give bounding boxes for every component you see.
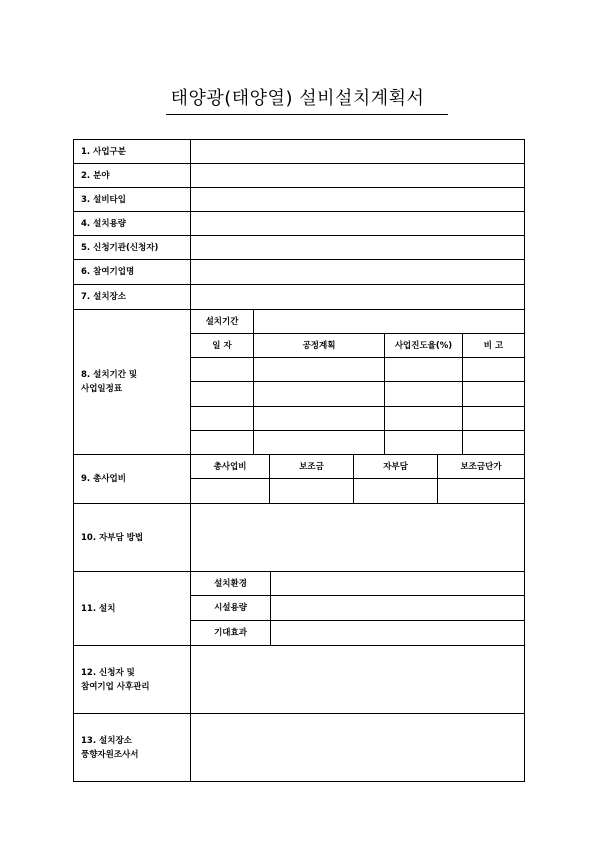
field-install-capacity[interactable] xyxy=(271,596,524,621)
schedule-cell[interactable] xyxy=(191,382,254,407)
field-applicant[interactable] xyxy=(191,236,524,260)
row-label-self-pay-method: 10. 자부담 방법 xyxy=(74,504,191,572)
schedule-cell[interactable] xyxy=(385,382,463,407)
schedule-cell[interactable] xyxy=(385,358,463,382)
row-label-applicant: 5. 신청기관(신청자) xyxy=(74,236,191,260)
field-expected-effect[interactable] xyxy=(271,621,524,646)
schedule-cell[interactable] xyxy=(385,407,463,431)
schedule-cell[interactable] xyxy=(463,358,524,382)
title-underline xyxy=(166,114,448,115)
schedule-cell[interactable] xyxy=(463,382,524,407)
row-label-aftercare: 12. 신청자 및 참여기업 사후관리 xyxy=(74,646,191,714)
cost-cell[interactable] xyxy=(270,479,354,504)
install-label-environment: 설치환경 xyxy=(191,572,271,596)
field-self-pay-method[interactable] xyxy=(191,504,524,572)
schedule-header-progress: 사업진도율(%) xyxy=(385,334,463,358)
row-label-wind-survey: 13. 설치장소 풍향자원조사서 xyxy=(74,714,191,781)
row-label-company: 6. 참여기업명 xyxy=(74,260,191,285)
field-business-type[interactable] xyxy=(191,140,524,164)
schedule-header-date: 일 자 xyxy=(191,334,254,358)
cost-header-unit-subsidy: 보조금단가 xyxy=(438,455,524,479)
field-capacity[interactable] xyxy=(191,212,524,236)
row-label-equipment-type: 3. 설비타입 xyxy=(74,188,191,212)
install-label-capacity: 시설용량 xyxy=(191,596,271,621)
field-company[interactable] xyxy=(191,260,524,285)
schedule-cell[interactable] xyxy=(254,382,385,407)
row-label-total-cost: 9. 총사업비 xyxy=(74,455,191,504)
install-label-expected-effect: 기대효과 xyxy=(191,621,271,646)
schedule-cell[interactable] xyxy=(463,407,524,431)
field-wind-survey[interactable] xyxy=(191,714,524,781)
schedule-cell[interactable] xyxy=(385,431,463,455)
schedule-cell[interactable] xyxy=(191,431,254,455)
row-label-business-type: 1. 사업구분 xyxy=(74,140,191,164)
cost-header-subsidy: 보조금 xyxy=(270,455,354,479)
schedule-cell[interactable] xyxy=(254,431,385,455)
field-install-period[interactable] xyxy=(254,310,524,334)
field-location[interactable] xyxy=(191,285,524,310)
row-label-location: 7. 설치장소 xyxy=(74,285,191,310)
schedule-cell[interactable] xyxy=(191,407,254,431)
row-label-schedule: 8. 설치기간 및 사업일정표 xyxy=(74,310,191,455)
row-label-field: 2. 분야 xyxy=(74,164,191,188)
schedule-header-remarks: 비 고 xyxy=(463,334,524,358)
field-equipment-type[interactable] xyxy=(191,188,524,212)
cost-header-self-pay: 자부담 xyxy=(354,455,438,479)
field-field[interactable] xyxy=(191,164,524,188)
field-aftercare[interactable] xyxy=(191,646,524,714)
schedule-cell[interactable] xyxy=(463,431,524,455)
schedule-cell[interactable] xyxy=(254,407,385,431)
row-label-installation: 11. 설치 xyxy=(74,572,191,646)
row-label-capacity: 4. 설치용량 xyxy=(74,212,191,236)
cost-cell[interactable] xyxy=(191,479,270,504)
schedule-cell[interactable] xyxy=(191,358,254,382)
cost-cell[interactable] xyxy=(438,479,524,504)
plan-form-table xyxy=(73,139,525,782)
field-install-environment[interactable] xyxy=(271,572,524,596)
schedule-header-process: 공정계획 xyxy=(254,334,385,358)
cost-header-total: 총사업비 xyxy=(191,455,270,479)
schedule-period-label: 설치기간 xyxy=(191,310,254,334)
cost-cell[interactable] xyxy=(354,479,438,504)
document-title: 태양광(태양열) 설비설치계획서 xyxy=(170,88,425,109)
schedule-cell[interactable] xyxy=(254,358,385,382)
